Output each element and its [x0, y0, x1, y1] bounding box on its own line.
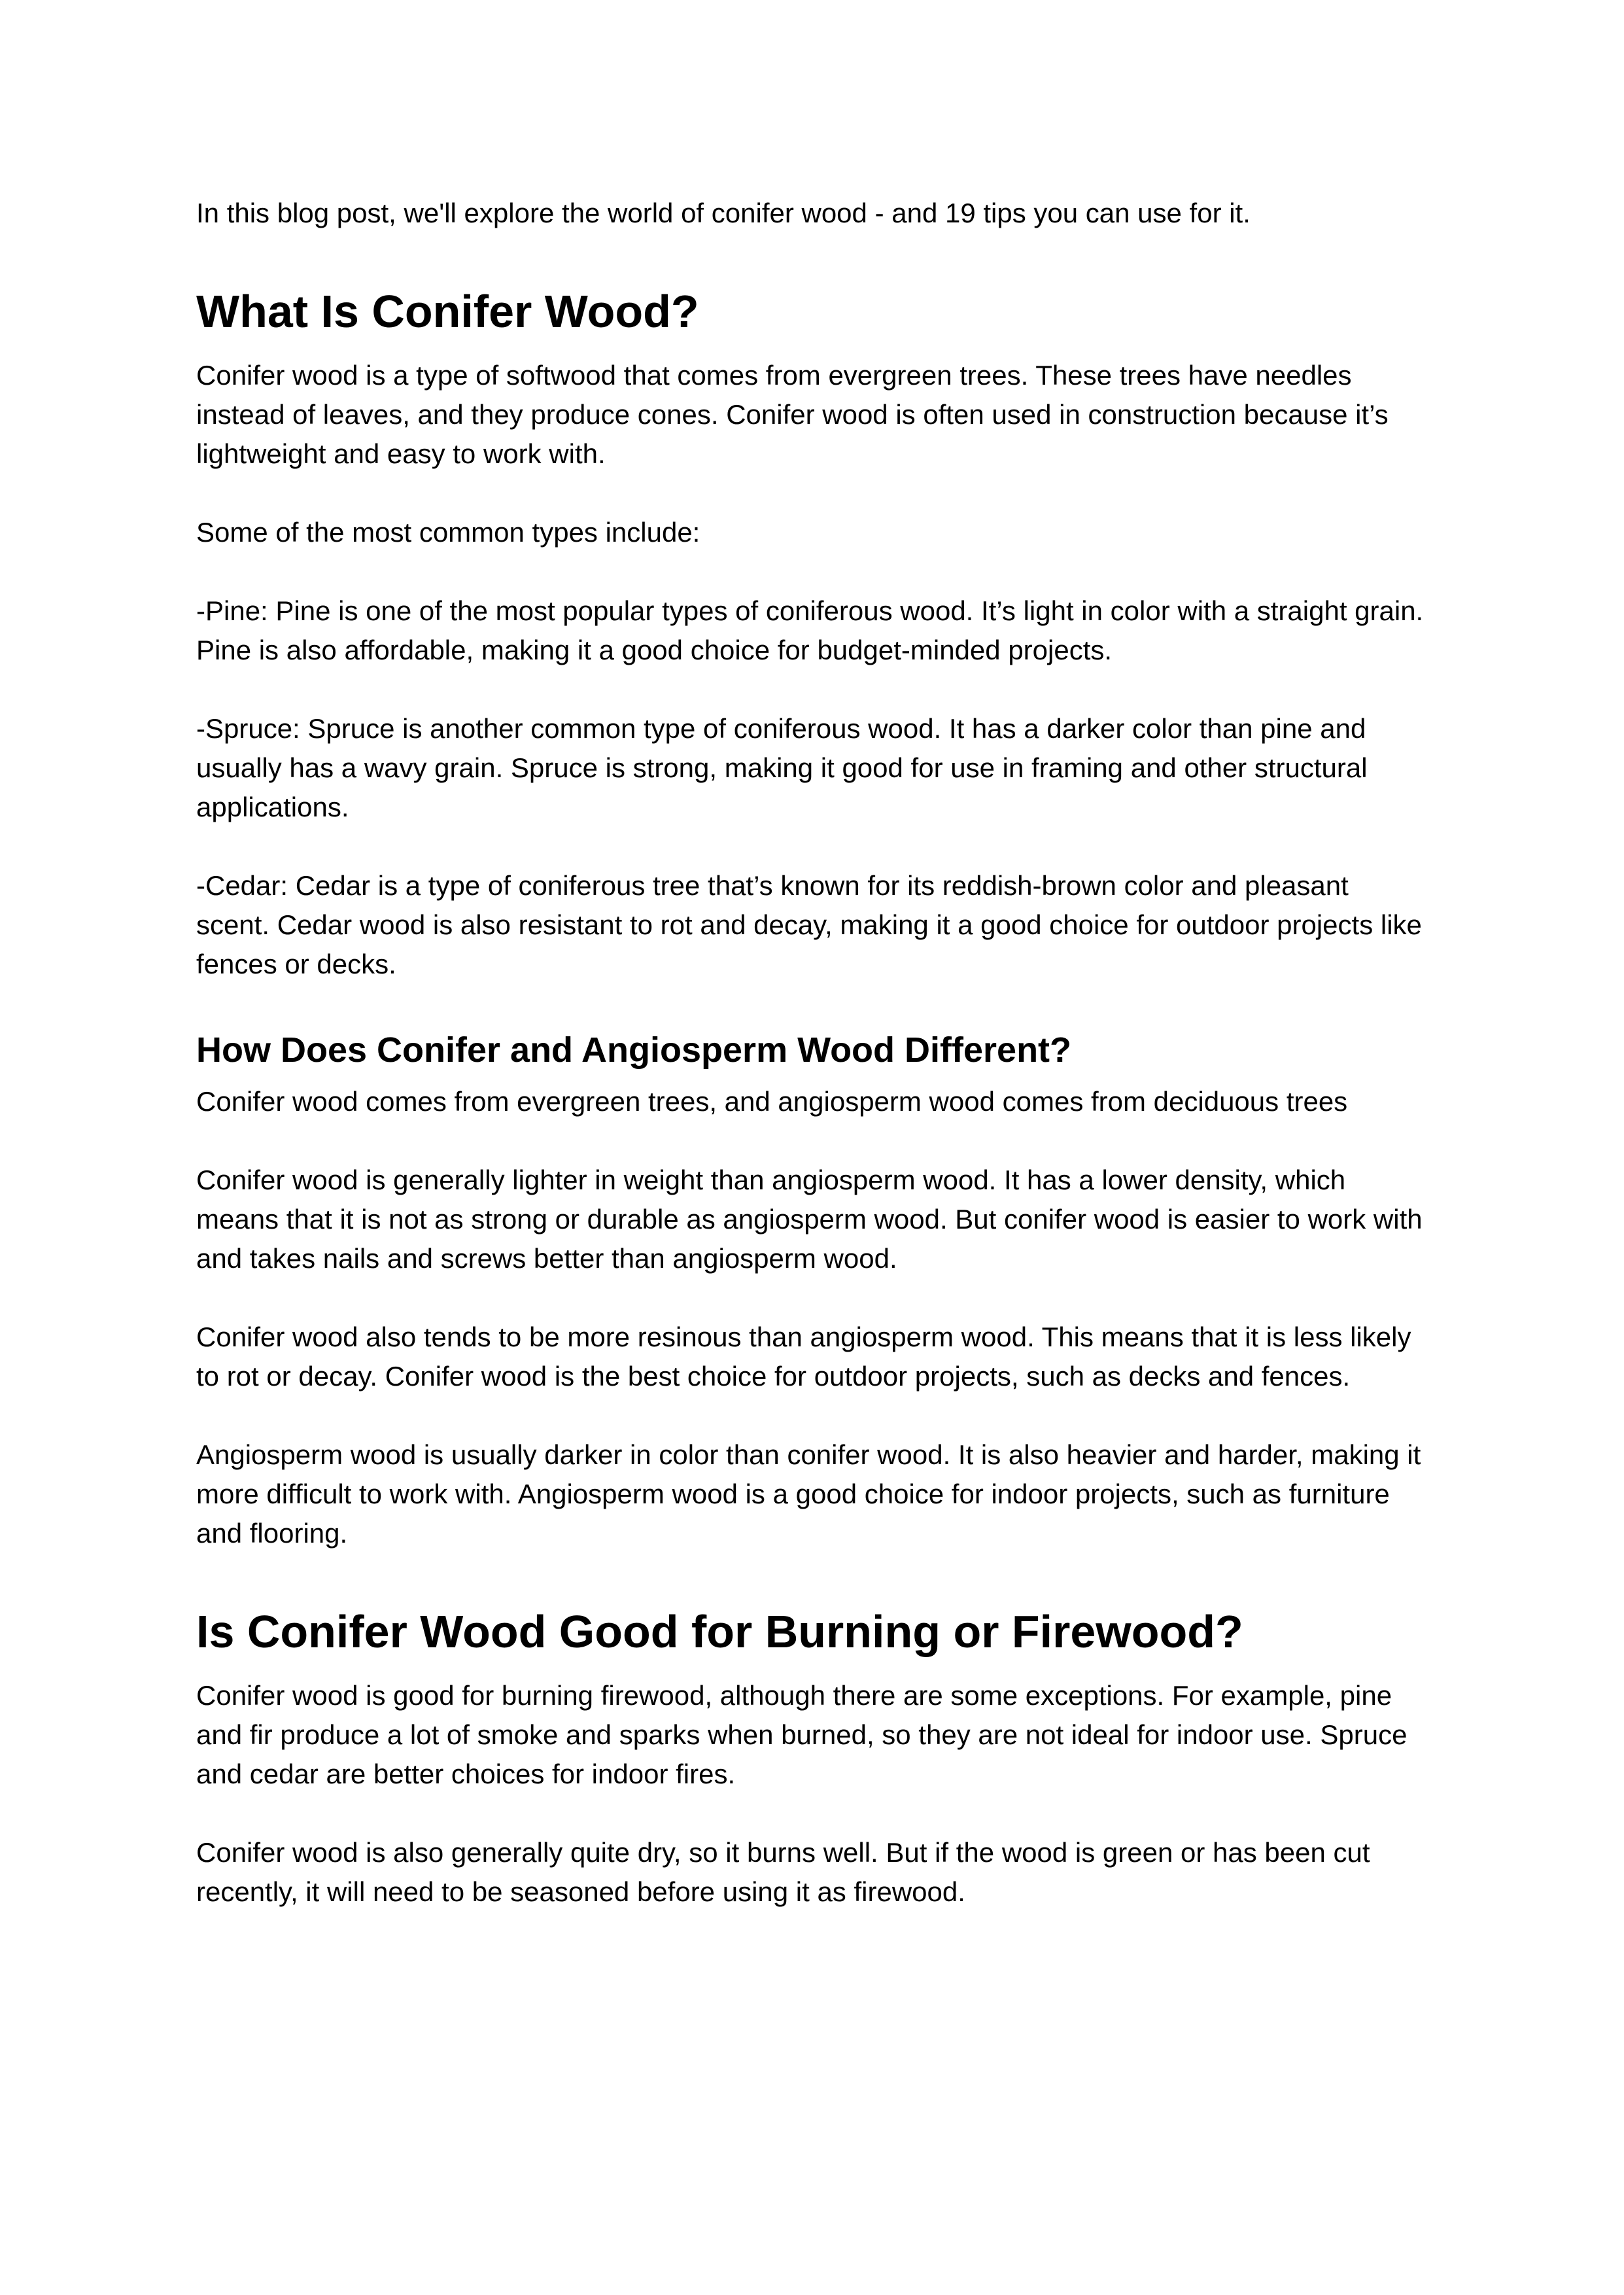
paragraph-angiosperm-traits: Angiosperm wood is usually darker in color than conifer wood. It is also heavier and harder, making it more difficult to work with. Angiosperm wood is a good choice for indoor projects, such as furniture and flooring. — [196, 1439, 1421, 1549]
heading-conifer-vs-angiosperm: How Does Conifer and Angiosperm Wood Different? — [196, 1030, 1072, 1070]
paragraph-cedar: -Cedar: Cedar is a type of coniferous tree that’s known for its reddish-brown color and pleasant scent. Cedar wood is also resistant to rot and decay, making it a good choice for outdoor projects like fences or decks. — [196, 870, 1422, 979]
paragraph-burning-exceptions: Conifer wood is good for burning firewood, although there are some exceptions. For example, pine and fir produce a lot of smoke and sparks when burned, so they are not ideal for indoor use. Spruce and cedar are better choices for indoor fires. — [196, 1680, 1408, 1789]
paragraph-tree-origin: Conifer wood comes from evergreen trees, and angiosperm wood comes from deciduous trees — [196, 1086, 1348, 1117]
intro-paragraph: In this blog post, we'll explore the world of conifer wood - and 19 tips you can use for it. — [196, 198, 1251, 228]
paragraph-weight-density: Conifer wood is generally lighter in weight than angiosperm wood. It has a lower density, which means that it is not as strong or durable as angiosperm wood. But conifer wood is easier to work with and takes nails and screws better than angiosperm wood. — [196, 1165, 1423, 1274]
paragraph-common-types-lead-in: Some of the most common types include: — [196, 517, 700, 548]
paragraph-dry-seasoned: Conifer wood is also generally quite dry, so it burns well. But if the wood is green or has been cut recently, it will need to be seasoned before using it as firewood. — [196, 1837, 1370, 1907]
paragraph-pine: -Pine: Pine is one of the most popular types of coniferous wood. It’s light in color with a straight grain. Pine is also affordable, making it a good choice for budget-minded projects. — [196, 595, 1424, 665]
paragraph-conifer-definition: Conifer wood is a type of softwood that comes from evergreen trees. These trees have needles instead of leaves, and they produce cones. Conifer wood is often used in construction because it’s lightweight and easy to work with. — [196, 360, 1389, 469]
paragraph-spruce: -Spruce: Spruce is another common type of coniferous wood. It has a darker color than pine and usually has a wavy grain. Spruce is strong, making it good for use in framing and other structural applications. — [196, 713, 1368, 822]
heading-what-is-conifer-wood: What Is Conifer Wood? — [196, 286, 699, 337]
paragraph-resinous: Conifer wood also tends to be more resinous than angiosperm wood. This means that it is less likely to rot or decay. Conifer wood is the best choice for outdoor projects, such as decks and fences. — [196, 1322, 1411, 1392]
heading-burning-or-firewood: Is Conifer Wood Good for Burning or Firewood? — [196, 1606, 1243, 1657]
